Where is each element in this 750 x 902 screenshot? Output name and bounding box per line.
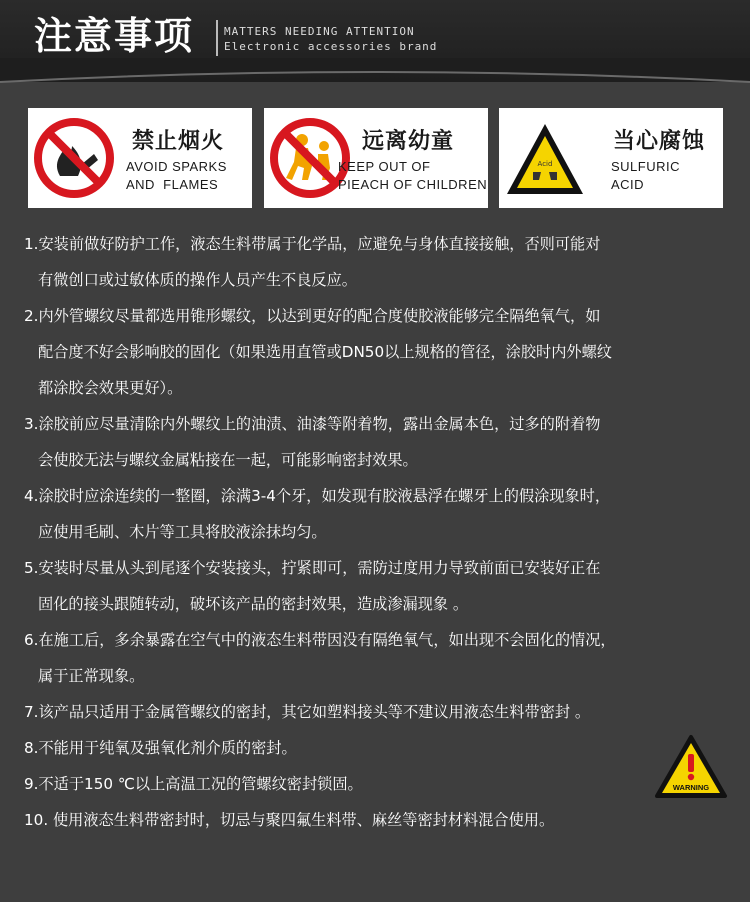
note-line: 应使用毛刷、木片等工具将胶液涂抹均匀。 [38, 523, 327, 541]
note-item [24, 226, 729, 298]
note-line: 会使胶无法与螺纹金属粘接在一起，可能影响密封效果。 [38, 451, 418, 469]
header-subtitle-line1: MATTERS NEEDING ATTENTION [224, 25, 415, 38]
sign-corrosion [499, 108, 723, 208]
note-line: 固化的接头跟随转动，破坏该产品的密封效果，造成渗漏现象 。 [38, 595, 469, 613]
note-item [24, 802, 729, 838]
safety-signs [0, 108, 750, 208]
sign-no-children-cn: 远离幼童 [362, 129, 455, 154]
sign-no-children [264, 108, 488, 208]
note-line: 7.该产品只适用于金属管螺纹的密封，其它如塑料接头等不建议用液态生料带密封 。 [24, 703, 591, 721]
warning-label: WARNING [672, 783, 710, 792]
note-line: 10. 使用液态生料带密封时，切忌与聚四氟生料带、麻丝等密封材料混合使用。 [24, 811, 555, 829]
note-line: 5.安装时尽量从头到尾逐个安装接头，拧紧即可，需防过度用力导致前面已安装好正在 [24, 559, 601, 577]
sign-no-children-en: KEEP OUT OF PIEACH OF CHILDREN [338, 159, 488, 192]
note-item [24, 730, 729, 766]
sign-no-fire [28, 108, 252, 208]
note-line: 4.涂胶时应涂连续的一整圈，涂满3-4个牙，如发现有胶液悬浮在螺牙上的假涂现象时， [24, 487, 611, 505]
note-item [24, 550, 729, 622]
note-line: 3.涂胶前应尽量清除内外螺纹上的油渍、油漆等附着物，露出金属本色，过多的附着物 [24, 415, 601, 433]
header-curve-decoration [0, 58, 750, 98]
note-item [24, 694, 729, 730]
note-line: 有微创口或过敏体质的操作人员产生不良反应。 [38, 271, 357, 289]
header-divider [216, 20, 218, 56]
note-line: 8.不能用于纯氧及强氧化剂介质的密封。 [24, 739, 297, 757]
note-line: 属于正常现象。 [38, 667, 145, 685]
no-fire-icon [32, 116, 116, 200]
note-item [24, 298, 729, 406]
note-line: 6.在施工后，多余暴露在空气中的液态生料带因没有隔绝氧气，如出现不会固化的情况， [24, 631, 616, 649]
page-title: 注意事项 [34, 14, 195, 58]
sign-corrosion-en: SULFURIC ACID [611, 159, 681, 192]
note-line: 2.内外管螺纹尽量都选用锥形螺纹，以达到更好的配合度使胶液能够完全隔绝氧气，如 [24, 307, 601, 325]
sign-no-fire-en: AVOID SPARKS AND FLAMES [126, 159, 227, 192]
note-line: 配合度不好会影响胶的固化（如果选用直管或DN50以上规格的管径，涂胶时内外螺纹 [38, 343, 612, 361]
header-subtitle [224, 24, 437, 54]
sign-no-fire-cn: 禁止烟火 [132, 129, 225, 154]
note-item [24, 622, 729, 694]
note-item [24, 766, 729, 802]
notes-list [24, 226, 729, 838]
note-line: 都涂胶会效果更好）。 [38, 379, 183, 397]
corrosion-icon-label: Acid [537, 160, 553, 168]
note-line: 9.不适于150 ℃以上高温工况的管螺纹密封锁固。 [24, 775, 363, 793]
note-line: 1.安装前做好防护工作，液态生料带属于化学品，应避免与身体直接接触，否则可能对 [24, 235, 601, 253]
header-subtitle-line2: Electronic accessories brand [224, 40, 438, 53]
note-item [24, 478, 729, 550]
warning-icon [654, 734, 728, 800]
note-item [24, 406, 729, 478]
corrosion-warning-icon [503, 116, 587, 200]
sign-corrosion-cn: 当心腐蚀 [613, 129, 706, 154]
